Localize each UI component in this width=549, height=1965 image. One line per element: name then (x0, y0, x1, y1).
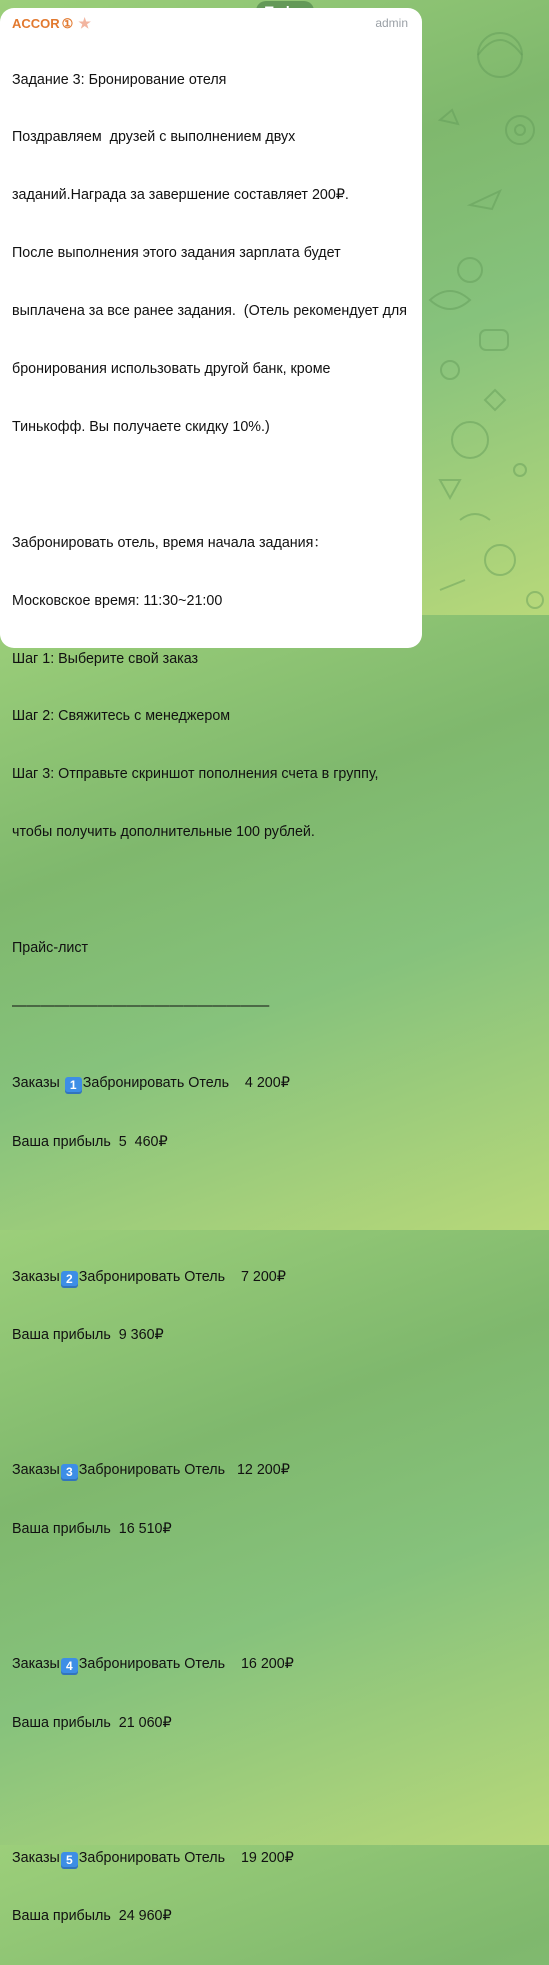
blank-line (12, 1384, 412, 1403)
blank-line (12, 881, 412, 900)
order-line-2 (12, 1268, 412, 1288)
sender-label: ACCOR (12, 16, 60, 31)
text-line: заданий.Награда за завершение составляет 200₽. (12, 187, 349, 204)
order-prefix: Заказы (12, 1268, 60, 1285)
order-text: Забронировать Отель 19 200₽ (78, 1849, 294, 1866)
order-text: Забронировать Отель 12 200₽ (78, 1462, 290, 1479)
keycap-3-icon: 3 (61, 1464, 78, 1481)
text-line: Тинькофф. Вы получаете скидку 10%.) (12, 418, 270, 435)
order-line-1 (12, 1074, 412, 1094)
profit-line: Ваша прибыль 9 360₽ (12, 1327, 164, 1344)
blank-line (12, 1191, 412, 1210)
text-line: Задание 3: Бронирование отеля (12, 71, 227, 88)
text-line: Прайс-лист (12, 939, 89, 956)
divider-line: —————————————————— (12, 997, 270, 1014)
order-text: Забронировать Отель 7 200₽ (78, 1268, 286, 1285)
text-line: Поздравляем друзей с выполнением двух (12, 129, 296, 146)
order-text: Забронировать Отель 4 200₽ (82, 1075, 290, 1092)
keycap-2-icon: 2 (61, 1271, 78, 1288)
blank-line (12, 1772, 412, 1791)
order-prefix: Заказы (12, 1656, 60, 1673)
blank-line (12, 476, 412, 495)
order-line-5 (12, 1849, 412, 1869)
keycap-5-icon: 5 (61, 1852, 78, 1869)
text-line: бронирования использовать другой банк, кроме (12, 361, 331, 378)
keycap-1-icon: 1 (65, 1077, 82, 1094)
blank-line (12, 1578, 412, 1597)
profit-line: Ваша прибыль 16 510₽ (12, 1520, 172, 1537)
order-prefix: Заказы (12, 1849, 60, 1866)
sender-name[interactable] (12, 15, 91, 32)
order-line-3 (12, 1461, 412, 1481)
profit-line: Ваша прибыль 24 960₽ (12, 1908, 172, 1925)
message-header (12, 12, 412, 32)
text-line: Шаг 2: Свяжитесь с менеджером (12, 708, 231, 725)
order-prefix: Заказы (12, 1075, 64, 1092)
profit-line: Ваша прибыль 21 060₽ (12, 1714, 172, 1731)
text-line: Шаг 3: Отправьте скриншот пополнения счета в группу, (12, 766, 379, 783)
sender-mark: ① (61, 15, 74, 31)
text-line: После выполнения этого задания зарплата будет (12, 245, 341, 262)
admin-badge: admin (375, 16, 408, 30)
order-line-4 (12, 1655, 412, 1675)
message-text (12, 32, 412, 1965)
text-line: выплачена за все ранее задания. (Отель рекомендует для (12, 303, 408, 320)
keycap-4-icon: 4 (61, 1658, 78, 1675)
star-icon: ★ (78, 15, 91, 31)
order-prefix: Заказы (12, 1462, 60, 1479)
text-line: Забронировать отель, время начала задания： (12, 534, 328, 551)
message-bubble[interactable] (0, 8, 422, 1925)
order-text: Забронировать Отель 16 200₽ (78, 1656, 294, 1673)
text-line: чтобы получить дополнительные 100 рублей. (12, 824, 315, 841)
text-line: Московское время: 11:30~21:00 (12, 592, 223, 609)
text-line: Шаг 1: Выберите свой заказ (12, 650, 199, 667)
profit-line: Ваша прибыль 5 460₽ (12, 1133, 168, 1150)
